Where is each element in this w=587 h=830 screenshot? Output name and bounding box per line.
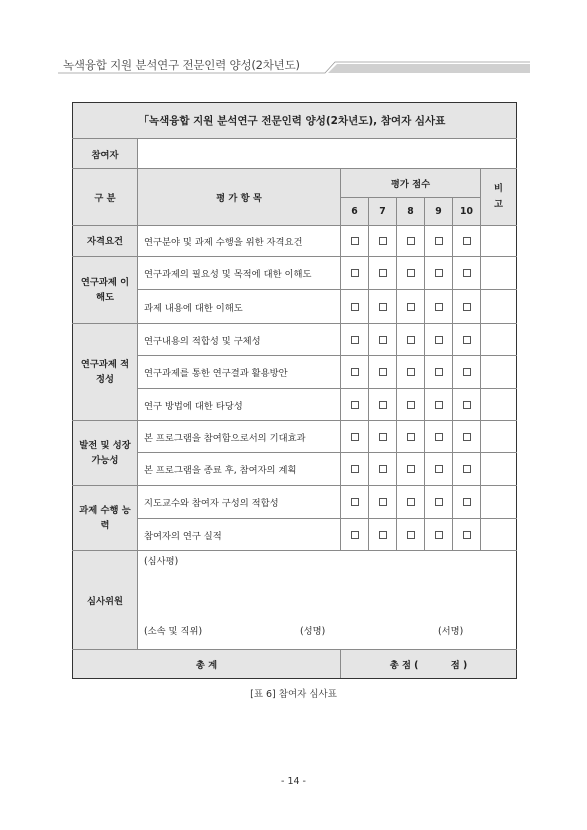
review-table bbox=[72, 102, 517, 679]
score-cell bbox=[341, 519, 369, 551]
score-checkbox-7[interactable] bbox=[379, 269, 387, 277]
score-cell bbox=[341, 389, 369, 421]
score-checkbox-9[interactable] bbox=[435, 531, 443, 539]
score-cell bbox=[425, 389, 453, 421]
score-cell bbox=[341, 257, 369, 290]
signature-label: (서명) bbox=[438, 626, 464, 637]
score-cell bbox=[425, 257, 453, 290]
score-checkbox-10[interactable] bbox=[463, 269, 471, 277]
score-checkbox-10[interactable] bbox=[463, 237, 471, 245]
score-cell bbox=[397, 486, 425, 519]
category-label: 연구과제 이해도 bbox=[73, 257, 138, 324]
name-label: (성명) bbox=[300, 626, 326, 637]
score-checkbox-10[interactable] bbox=[463, 531, 471, 539]
score-checkbox-7[interactable] bbox=[379, 465, 387, 473]
evaluation-item: 연구과제를 통한 연구결과 활용방안 bbox=[138, 356, 341, 389]
score-cell bbox=[453, 486, 481, 519]
evaluation-item: 지도교수와 참여자 구성의 적합성 bbox=[138, 486, 341, 519]
score-cell bbox=[369, 257, 397, 290]
evaluation-item: 연구분야 및 과제 수행을 위한 자격요건 bbox=[138, 226, 341, 257]
category-label: 연구과제 적정성 bbox=[73, 324, 138, 421]
score-header: 평가 점수 bbox=[341, 169, 481, 198]
score-cell bbox=[341, 356, 369, 389]
score-cell bbox=[369, 519, 397, 551]
remarks-cell[interactable] bbox=[481, 257, 517, 290]
score-header-9: 9 bbox=[425, 198, 453, 226]
score-header-6: 6 bbox=[341, 198, 369, 226]
header-title: 녹색융합 지원 분석연구 전문인력 양성(2차년도) bbox=[63, 58, 300, 72]
score-cell bbox=[369, 290, 397, 324]
score-cell bbox=[369, 389, 397, 421]
score-cell bbox=[341, 290, 369, 324]
participant-label: 참여자 bbox=[73, 139, 138, 169]
score-checkbox-6[interactable] bbox=[351, 465, 359, 473]
remarks-cell[interactable] bbox=[481, 421, 517, 453]
score-cell bbox=[425, 356, 453, 389]
score-cell bbox=[369, 486, 397, 519]
remarks-cell[interactable] bbox=[481, 389, 517, 421]
score-checkbox-8[interactable] bbox=[407, 465, 415, 473]
category-label: 발전 및 성장가능성 bbox=[73, 421, 138, 486]
score-cell bbox=[369, 226, 397, 257]
score-checkbox-6[interactable] bbox=[351, 269, 359, 277]
score-checkbox-7[interactable] bbox=[379, 401, 387, 409]
remarks-cell[interactable] bbox=[481, 486, 517, 519]
participant-value[interactable] bbox=[138, 139, 517, 169]
remarks-cell[interactable] bbox=[481, 324, 517, 356]
score-checkbox-9[interactable] bbox=[435, 303, 443, 311]
score-cell bbox=[453, 290, 481, 324]
score-cell bbox=[397, 290, 425, 324]
score-cell bbox=[453, 324, 481, 356]
remarks-cell[interactable] bbox=[481, 356, 517, 389]
score-checkbox-6[interactable] bbox=[351, 368, 359, 376]
remarks-cell[interactable] bbox=[481, 453, 517, 486]
score-cell bbox=[341, 486, 369, 519]
score-cell bbox=[397, 257, 425, 290]
total-score: 총 점 ( 점 ) bbox=[341, 650, 517, 679]
score-cell bbox=[397, 324, 425, 356]
affiliation-label: (소속 및 직위) bbox=[144, 626, 203, 637]
score-cell bbox=[453, 226, 481, 257]
total-label: 총 계 bbox=[73, 650, 341, 679]
table-caption: [표 6] 참여자 심사표 bbox=[250, 689, 337, 700]
score-cell bbox=[397, 421, 425, 453]
score-cell bbox=[369, 421, 397, 453]
score-cell bbox=[397, 356, 425, 389]
category-header: 구 분 bbox=[73, 169, 138, 226]
score-checkbox-6[interactable] bbox=[351, 498, 359, 506]
score-checkbox-7[interactable] bbox=[379, 237, 387, 245]
reviewer-area[interactable] bbox=[138, 551, 517, 650]
category-label: 자격요건 bbox=[73, 226, 138, 257]
score-checkbox-10[interactable] bbox=[463, 368, 471, 376]
score-checkbox-9[interactable] bbox=[435, 237, 443, 245]
score-checkbox-8[interactable] bbox=[407, 531, 415, 539]
score-checkbox-10[interactable] bbox=[463, 498, 471, 506]
score-checkbox-6[interactable] bbox=[351, 401, 359, 409]
score-cell bbox=[453, 519, 481, 551]
evaluation-item: 연구과제의 필요성 및 목적에 대한 이해도 bbox=[138, 257, 341, 290]
score-checkbox-7[interactable] bbox=[379, 336, 387, 344]
score-checkbox-8[interactable] bbox=[407, 269, 415, 277]
score-cell bbox=[369, 324, 397, 356]
evaluation-item: 참여자의 연구 실적 bbox=[138, 519, 341, 551]
score-checkbox-8[interactable] bbox=[407, 433, 415, 441]
score-checkbox-8[interactable] bbox=[407, 303, 415, 311]
score-cell bbox=[425, 453, 453, 486]
score-checkbox-9[interactable] bbox=[435, 269, 443, 277]
score-cell bbox=[453, 389, 481, 421]
score-cell bbox=[341, 226, 369, 257]
score-checkbox-9[interactable] bbox=[435, 465, 443, 473]
page-number: - 14 - bbox=[281, 776, 306, 787]
remarks-cell[interactable] bbox=[481, 226, 517, 257]
score-checkbox-7[interactable] bbox=[379, 303, 387, 311]
evaluation-item: 과제 내용에 대한 이해도 bbox=[138, 290, 341, 324]
score-checkbox-9[interactable] bbox=[435, 498, 443, 506]
score-cell bbox=[341, 324, 369, 356]
score-checkbox-6[interactable] bbox=[351, 336, 359, 344]
category-label: 과제 수행 능력 bbox=[73, 486, 138, 551]
score-checkbox-9[interactable] bbox=[435, 401, 443, 409]
score-cell bbox=[341, 421, 369, 453]
score-checkbox-6[interactable] bbox=[351, 303, 359, 311]
remarks-cell[interactable] bbox=[481, 290, 517, 324]
score-checkbox-10[interactable] bbox=[463, 303, 471, 311]
score-cell bbox=[453, 356, 481, 389]
score-cell bbox=[397, 389, 425, 421]
remarks-cell[interactable] bbox=[481, 519, 517, 551]
score-checkbox-10[interactable] bbox=[463, 433, 471, 441]
evaluation-item: 본 프로그램을 참여함으로서의 기대효과 bbox=[138, 421, 341, 453]
score-checkbox-9[interactable] bbox=[435, 336, 443, 344]
score-checkbox-10[interactable] bbox=[463, 336, 471, 344]
item-header: 평 가 항 목 bbox=[138, 169, 341, 226]
score-checkbox-8[interactable] bbox=[407, 336, 415, 344]
score-checkbox-9[interactable] bbox=[435, 368, 443, 376]
score-cell bbox=[397, 519, 425, 551]
form-title: ｢녹색융합 지원 분석연구 전문인력 양성(2차년도), 참여자 심사표 bbox=[73, 103, 517, 139]
score-checkbox-7[interactable] bbox=[379, 531, 387, 539]
score-checkbox-8[interactable] bbox=[407, 368, 415, 376]
score-cell bbox=[425, 421, 453, 453]
review-table-body bbox=[73, 103, 517, 679]
score-checkbox-6[interactable] bbox=[351, 433, 359, 441]
score-checkbox-6[interactable] bbox=[351, 531, 359, 539]
score-checkbox-8[interactable] bbox=[407, 498, 415, 506]
score-cell bbox=[341, 453, 369, 486]
score-cell bbox=[425, 324, 453, 356]
score-cell bbox=[397, 226, 425, 257]
score-cell bbox=[425, 519, 453, 551]
score-checkbox-8[interactable] bbox=[407, 401, 415, 409]
score-cell bbox=[453, 421, 481, 453]
score-cell bbox=[369, 453, 397, 486]
score-checkbox-8[interactable] bbox=[407, 237, 415, 245]
evaluation-item: 연구 방법에 대한 타당성 bbox=[138, 389, 341, 421]
score-checkbox-9[interactable] bbox=[435, 433, 443, 441]
score-checkbox-6[interactable] bbox=[351, 237, 359, 245]
score-checkbox-10[interactable] bbox=[463, 401, 471, 409]
score-cell bbox=[425, 486, 453, 519]
score-checkbox-7[interactable] bbox=[379, 368, 387, 376]
header-rule bbox=[0, 0, 587, 90]
score-cell bbox=[425, 226, 453, 257]
score-cell bbox=[397, 453, 425, 486]
score-cell bbox=[425, 290, 453, 324]
evaluation-item: 본 프로그램을 종료 후, 참여자의 계획 bbox=[138, 453, 341, 486]
evaluation-item: 연구내용의 적합성 및 구체성 bbox=[138, 324, 341, 356]
score-header-8: 8 bbox=[397, 198, 425, 226]
score-checkbox-10[interactable] bbox=[463, 465, 471, 473]
remarks-header: 비 고 bbox=[481, 169, 517, 226]
score-cell bbox=[453, 453, 481, 486]
score-cell bbox=[453, 257, 481, 290]
reviewer-label: 심사위원 bbox=[73, 551, 138, 650]
score-checkbox-7[interactable] bbox=[379, 498, 387, 506]
opinion-label: (심사평) bbox=[144, 556, 179, 567]
score-header-10: 10 bbox=[453, 198, 481, 226]
score-cell bbox=[369, 356, 397, 389]
score-checkbox-7[interactable] bbox=[379, 433, 387, 441]
score-header-7: 7 bbox=[369, 198, 397, 226]
